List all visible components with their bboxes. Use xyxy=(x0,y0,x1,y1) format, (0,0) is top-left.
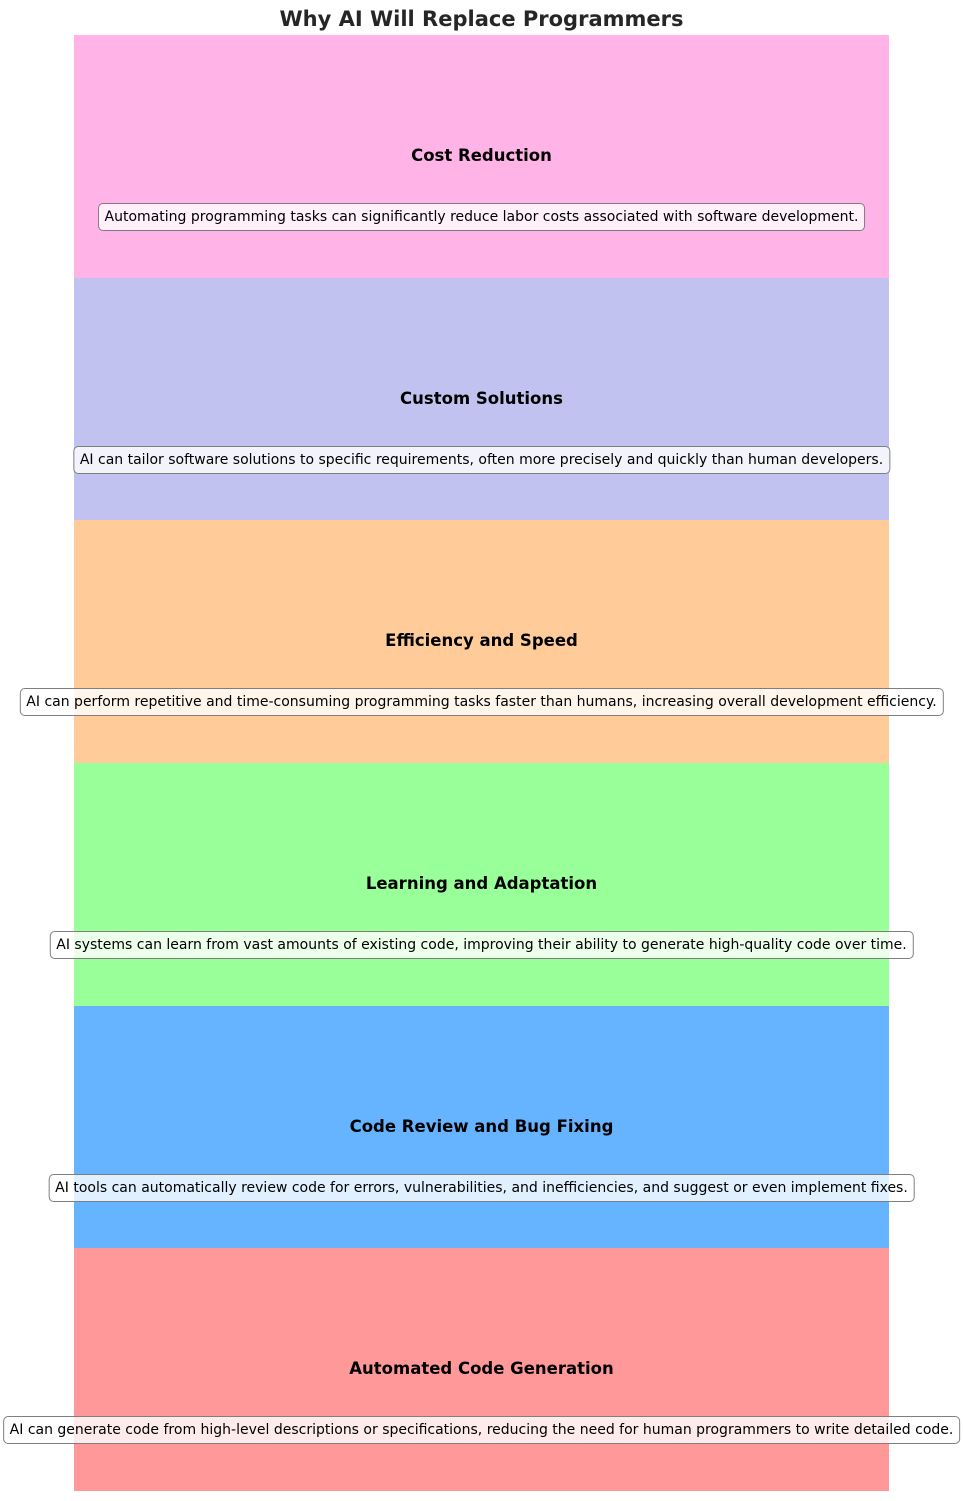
band-stack xyxy=(9,35,954,1491)
band-code-review-and-bug-fixing xyxy=(55,1006,908,1249)
band-description: AI tools can automatically review code for errors, vulnerabilities, and inefficiencies, and suggest or even implement fixes. xyxy=(48,1174,915,1202)
band-description: AI systems can learn from vast amounts of existing code, improving their ability to generate high-quality code over time. xyxy=(49,931,913,959)
band-custom-solutions xyxy=(74,278,889,521)
band-heading: Efficiency and Speed xyxy=(385,631,578,651)
band-heading: Learning and Adaptation xyxy=(365,873,598,893)
band-learning-and-adaptation xyxy=(56,763,907,1006)
band-efficiency-and-speed xyxy=(26,520,937,763)
band-automated-code-generation xyxy=(9,1248,954,1491)
band-heading: Code Review and Bug Fixing xyxy=(349,1116,614,1136)
band-description: AI can generate code from high-level descriptions or specifications, reducing the need for human programmers to write detailed code. xyxy=(3,1416,961,1444)
band-description: Automating programming tasks can significantly reduce labor costs associated with software development. xyxy=(98,203,866,231)
band-description: AI can tailor software solutions to specific requirements, often more precisely and quickly than human developers. xyxy=(73,446,890,474)
band-description: AI can perform repetitive and time-consuming programming tasks faster than humans, increasing overall development efficiency. xyxy=(19,688,943,716)
band-heading: Custom Solutions xyxy=(400,388,563,408)
band-heading: Automated Code Generation xyxy=(349,1359,614,1379)
band-cost-reduction xyxy=(74,35,889,278)
band-heading: Cost Reduction xyxy=(411,146,552,165)
diagram-title: Why AI Will Replace Programmers xyxy=(279,7,684,31)
